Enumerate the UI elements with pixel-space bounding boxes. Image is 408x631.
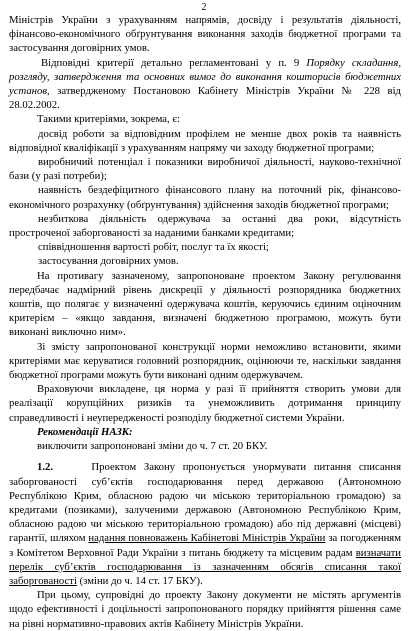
section-underlined-text: надання повноважень Кабінетові Міністрів України bbox=[88, 532, 326, 545]
intro-paragraph: Міністрів України з урахуванням напрямів, досвіду і результатів діяльності, фінансово-економічного обґрунтування виконання заходів бюджетної програми та застосування договірних умов. bbox=[9, 14, 401, 55]
criteria-item: застосування договірних умов. bbox=[38, 255, 179, 268]
criteria-reference-text-end: , затвердженому Постановою Кабінету Міністрів України № 228 від 28.02.2002. bbox=[9, 85, 401, 112]
document-body bbox=[9, 13, 401, 631]
section-text: Проектом Закону пропонується унормувати питання списання заборгованості суб’єктів господарювання перед державою (Автономною Республікою Крим, обласною радою чи міською територіальною громадою) за кредитами (позиками), залученими державою (Автономною Республікою Крим, обласною радою чи міською територіальною громадою) або під державні (місцеві) гарантії, шляхом bbox=[9, 461, 401, 545]
criteria-item: виробничий потенціал і показники виробничої діяльності, науково-технічної бази (у разі потреби); bbox=[9, 156, 401, 183]
section-text-end: (зміни до ч. 14 ст. 17 БКУ). bbox=[76, 574, 203, 587]
procedure-title: Порядку складання, розгляду, затвердження та основних вимог до виконання кошторисів бюджетних установ bbox=[9, 56, 401, 98]
section-number: 1.2. bbox=[37, 461, 54, 474]
criteria-reference-text: Відповідні критерії детально регламентовані у п. 9 bbox=[41, 56, 307, 69]
section-1-2-paragraph bbox=[9, 460, 401, 588]
conclusion-paragraph: Враховуючи викладене, ця норма у разі її прийняття створить умови для реалізації корупційних ризиків та унеможливить дотримання принципу справедливості і неупередженості розподілу бюджетної системи України. bbox=[9, 383, 401, 424]
criteria-item: незбиткова діяльність одержувача за останні два роки, відсутність простроченої заборгованості за наданими банками кредитами; bbox=[9, 212, 401, 240]
recommendation-text: виключити запропоновані зміни до ч. 7 ст. 20 БКУ. bbox=[37, 440, 268, 453]
criteria-item: наявність бездефіцитного фінансового плану на поточний рік, фінансово-економічного розрахунку (обґрунтування) здійснення заходів бюджетної програми; bbox=[9, 184, 401, 211]
section-underlined-text-2: визначати перелік суб’єктів господарювання із зазначенням обсягів списання такої заборгованості bbox=[9, 546, 401, 587]
contrary-paragraph: На противагу зазначеному, запропоноване проектом Закону регулювання передбачає надмірний рівень дискреції у діяльності розпорядника бюджетних коштів, що полягає у визначенні одержувача коштів, керуючись єдиним оціночним критерієм – «якщо завдання, визначені бюджетною програмою, можуть бути виконані виключно ним». bbox=[9, 269, 401, 339]
criteria-item: досвід роботи за відповідним профілем не менше двох років та наявність відповідної кваліфікації з урахуванням напряму чи заходу бюджетної програми; bbox=[9, 127, 401, 154]
content-paragraph: Зі змісту запропонованої конструкції норми неможливо встановити, якими критеріями має керуватися головний розпорядник, оцінюючи те, наскільки завдання бюджетної програми можуть бути виконані одним одержувачем. bbox=[9, 340, 401, 382]
criteria-item: співвідношення вартості робіт, послуг та їх якості; bbox=[38, 241, 269, 254]
criteria-reference-paragraph bbox=[9, 56, 401, 113]
recommendation-label: Рекомендації НАЗК: bbox=[37, 425, 133, 438]
criteria-list-intro: Такими критеріями, зокрема, є: bbox=[37, 113, 180, 126]
section-text-mid: за погодженням з Комітетом Верховної Ради України з питань бюджету та місцевим радам bbox=[9, 532, 401, 559]
page-number: 2 bbox=[201, 2, 207, 13]
final-paragraph: При цьому, супровідні до проекту Закону документи не містять аргументів щодо ефективності і доцільності запропонованого порядку прийняття рішення саме на рівні нормативно-правових актів Кабінету Міністрів України. bbox=[9, 589, 401, 630]
